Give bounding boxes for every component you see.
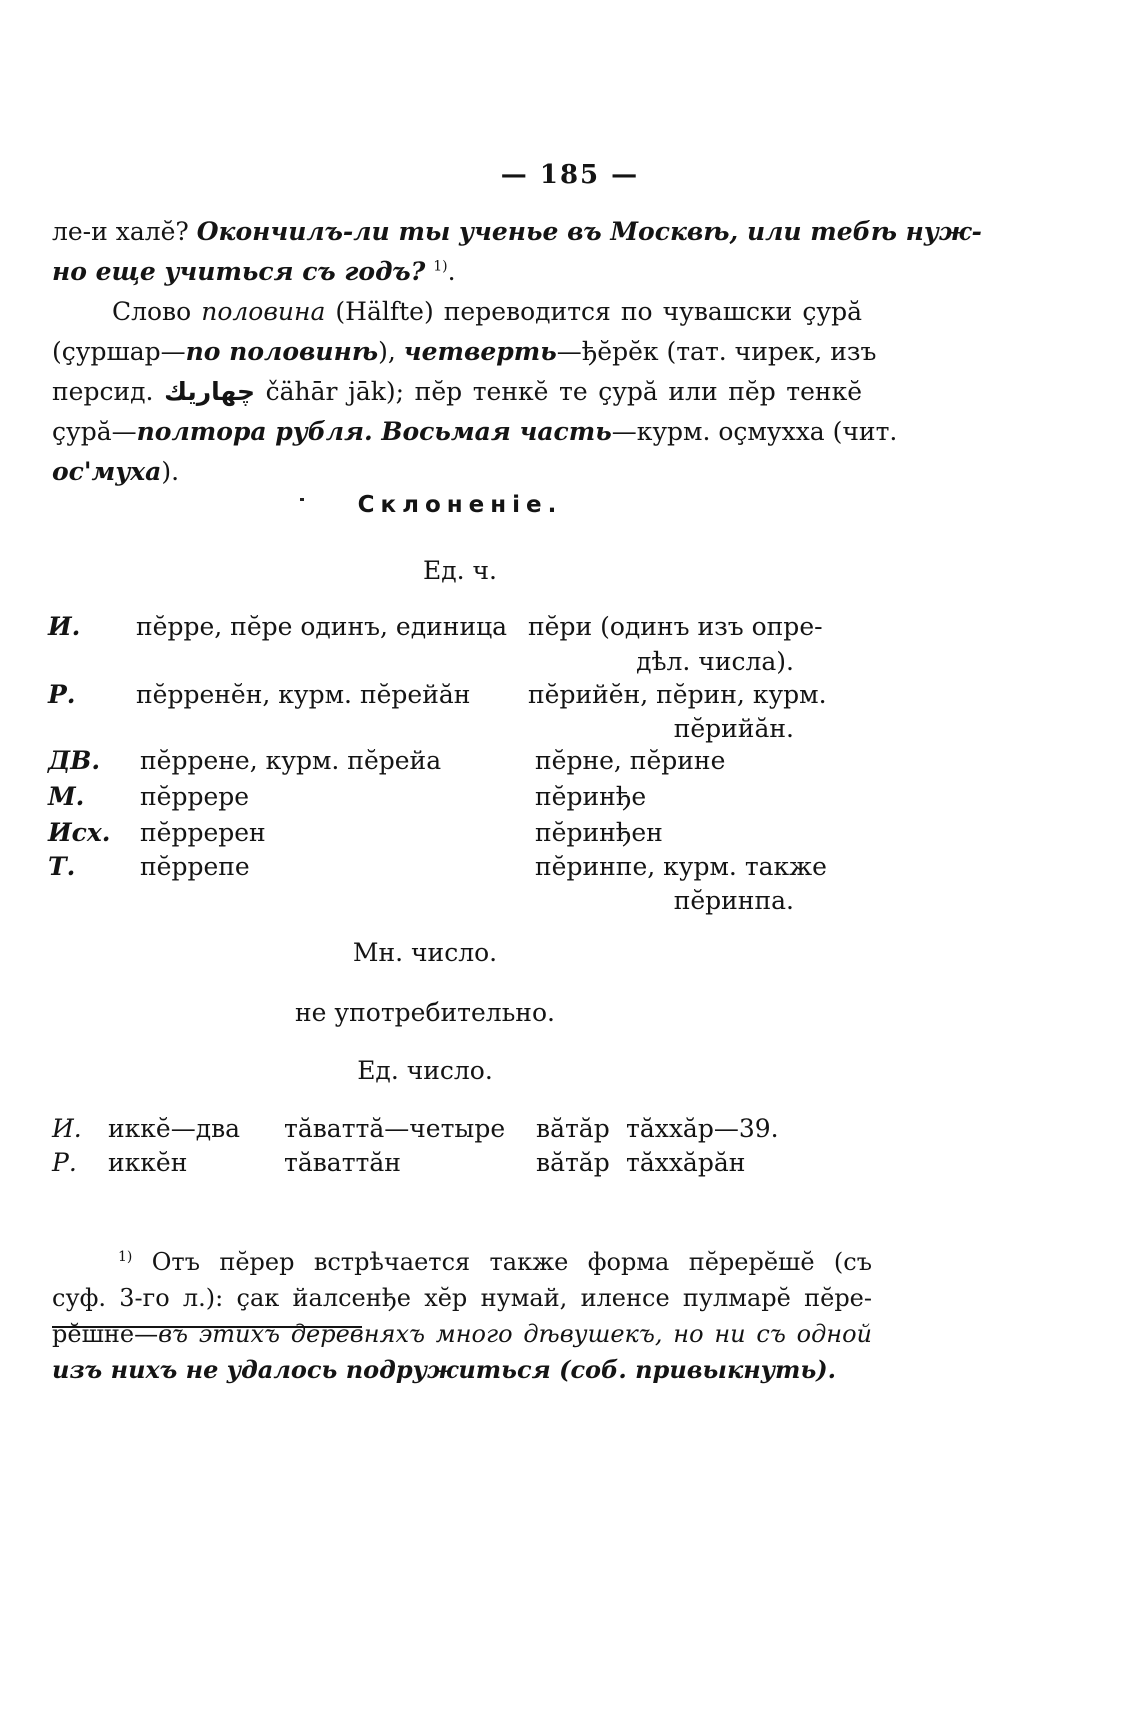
para2-l1-a: Слово xyxy=(112,297,202,326)
form-primary: пĕррепе xyxy=(140,852,250,881)
case-label: Р. xyxy=(52,1148,77,1177)
para2-l4-c: —курм. оçмухха (чит. xyxy=(611,417,898,446)
footnote xyxy=(52,1244,872,1388)
para2-l5-a: ос'муха xyxy=(52,457,162,486)
form-secondary: пĕринђен xyxy=(535,818,663,847)
form-secondary-cont: пĕрийăн. xyxy=(673,714,794,743)
para1-line1 xyxy=(52,212,982,252)
numeral-cell: тăваттă—четыре xyxy=(284,1114,506,1143)
para1-line2-italic: но еще учиться съ годъ? xyxy=(52,257,426,286)
form-secondary: пĕрне, пĕрине xyxy=(535,746,726,775)
para2-l3-b: čähār jāk); пĕр тенкĕ те çурă или пĕр тенкĕ xyxy=(255,377,862,406)
singular-label-2: Ед. число. xyxy=(357,1056,493,1085)
para2-line3 xyxy=(52,372,862,412)
footnote-line1 xyxy=(52,1244,872,1280)
numeral-cell: вăтăр xyxy=(536,1114,610,1143)
footnote-l3-b: въ этихъ деревняхъ много дѣвушекъ, но ни съ одной xyxy=(158,1320,872,1348)
form-primary: пĕрререн xyxy=(140,818,266,847)
numeral-cell: вăтăр xyxy=(536,1148,610,1177)
para2-l2-c: ), xyxy=(378,337,404,366)
para2-l1-b: половина xyxy=(201,297,326,326)
form-secondary-cont: пĕринпа. xyxy=(673,886,794,915)
para1-line2 xyxy=(52,252,862,292)
plural-note: не употребительно. xyxy=(295,998,555,1027)
para2-l4-a: çурă— xyxy=(52,417,137,446)
footnote-l1: Отъ пĕрер встрѣчается также форма пĕрерĕшĕ (съ xyxy=(132,1248,872,1276)
case-label: И. xyxy=(52,1114,82,1143)
page-number: — 185 — xyxy=(500,160,640,190)
form-primary: пĕрренĕн, курм. пĕрейăн xyxy=(136,680,471,709)
form-primary: пĕрре, пĕре одинъ, единица xyxy=(136,612,508,641)
footnote-l3-a: рĕшне— xyxy=(52,1320,159,1348)
para2-l4-b: полтора рубля. Восьмая часть xyxy=(136,417,612,446)
form-primary: пĕррере xyxy=(140,782,250,811)
paragraph-continuation xyxy=(52,212,982,292)
para1-line2-end: . xyxy=(447,257,456,286)
footnote-line2: суф. 3-го л.): çак йалсенђе хĕр нумай, иленсе пулмарĕ пĕре- xyxy=(52,1284,872,1312)
para2-l1-c: (Hälfte) переводится по чувашски çурă xyxy=(325,297,862,326)
singular-label: Ед. ч. xyxy=(422,556,497,585)
para2-line4 xyxy=(52,412,898,452)
form-secondary: пĕри (одинъ изъ опре- xyxy=(528,612,823,641)
form-secondary: пĕрийĕн, пĕрин, курм. xyxy=(528,680,827,709)
para2-l2-a: (çуршар— xyxy=(52,337,186,366)
form-primary: пĕррене, курм. пĕрейа xyxy=(140,746,442,775)
para2-l2-e: —ђĕрĕк (тат. чирек, изъ xyxy=(556,337,877,366)
persian-word: چهاریك xyxy=(164,377,256,406)
para2-line5 xyxy=(52,452,862,492)
form-secondary: пĕринпе, курм. также xyxy=(535,852,827,881)
case-label: Исх. xyxy=(48,818,111,847)
paragraph-half xyxy=(52,292,898,492)
para2-l3-a: персид. xyxy=(52,377,165,406)
plural-label: Мн. число. xyxy=(352,938,498,967)
numeral-cell: тăваттăн xyxy=(284,1148,401,1177)
case-label: Т. xyxy=(48,852,76,881)
form-secondary: пĕринђе xyxy=(535,782,647,811)
para2-l5-b: ). xyxy=(161,457,180,486)
numeral-cell: иккĕ—два xyxy=(108,1114,241,1143)
footnote-ref[interactable]: 1) xyxy=(433,258,448,275)
case-label: И. xyxy=(48,612,81,641)
para1-line1-plain: ле-и халĕ? xyxy=(52,217,197,246)
footnote-line4 xyxy=(52,1352,872,1388)
numeral-cell: иккĕн xyxy=(108,1148,188,1177)
footnote-l4: изъ нихъ не удалось подружиться (соб. привыкнуть). xyxy=(52,1355,836,1384)
para2-line1 xyxy=(52,292,862,332)
case-label: Р. xyxy=(48,680,76,709)
section-heading: Склоненіе. xyxy=(357,492,563,518)
numeral-cell: тăххăрăн xyxy=(626,1148,746,1177)
para2-l2-d: четверть xyxy=(403,337,557,366)
numeral-cell: тăххăр—39. xyxy=(626,1114,779,1143)
case-label: М. xyxy=(48,782,85,811)
form-secondary-cont: дѣл. числа). xyxy=(636,647,794,676)
case-label: ДВ. xyxy=(48,746,101,775)
para2-line2 xyxy=(52,332,877,372)
para1-line1-italic: Окончилъ-ли ты ученье въ Москвѣ, или тебѣ нуж- xyxy=(196,217,982,246)
footnote-line3 xyxy=(52,1316,872,1352)
para2-l2-b: по половинѣ xyxy=(185,337,379,366)
footnote-mark: 1) xyxy=(118,1249,133,1265)
